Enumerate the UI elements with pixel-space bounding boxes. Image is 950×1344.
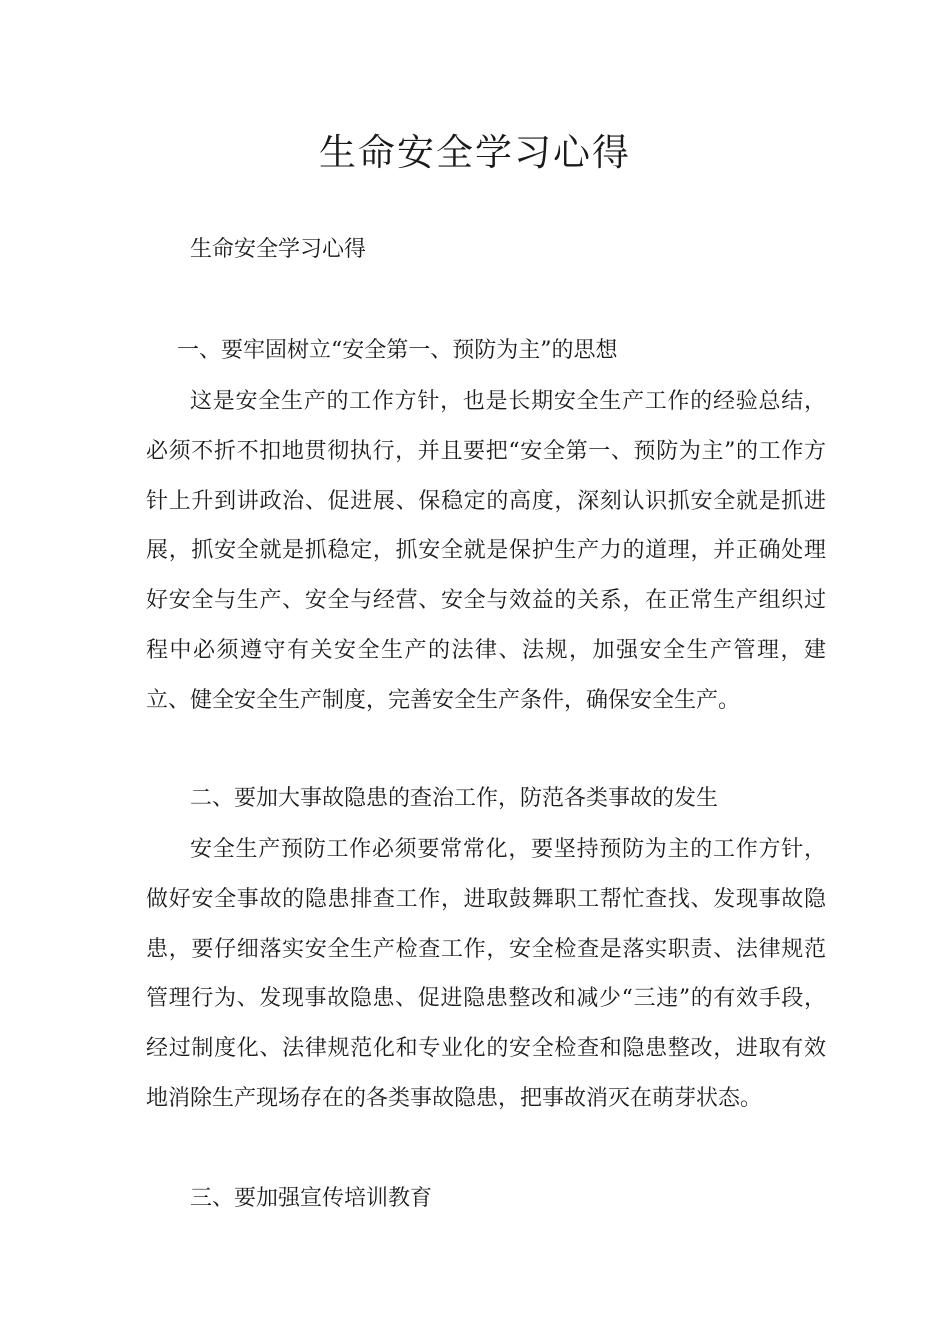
document-title: 生命安全学习心得: [319, 131, 631, 174]
section-heading-1: 一、要牢固树立“安全第一、预防为主”的思想: [177, 338, 618, 363]
document-subtitle: 生命安全学习心得: [190, 237, 367, 262]
section-body-1: 这是安全生产的工作方针，也是长期安全生产工作的经验总结，必须不折不扣地贯彻执行，并且要把“安全第一、预防为主”的工作方针上升到讲政治、促进展、保稳定的高度，深刻认识抓安全就是抓进展，抓安全就是抓稳定，抓安全就是保护生产力的道理，并正确处理好安全与生产、安全与经营、安全与效益的关系，在正常生产组织过程中必须遵守有关安全生产的法律、法规，加强安全生产管理，建立、健全安全生产制度，完善安全生产条件，确保安全生产。: [146, 389, 826, 713]
section-body-2: 安全生产预防工作必须要常常化，要坚持预防为主的工作方针，做好安全事故的隐患排查工作，进取鼓舞职工帮忙查找、发现事故隐患，要仔细落实安全生产检查工作，安全检查是落实职责、法律规范管理行为、发现事故隐患、促进隐患整改和减少“三违”的有效手段，经过制度化、法律规范化和专业化的安全检查和隐患整改，进取有效地消除生产现场存在的各类事故隐患，把事故消灭在萌芽状态。: [146, 837, 826, 1111]
section-heading-2: 二、要加大事故隐患的查治工作，防范各类事故的发生: [190, 786, 719, 811]
section-heading-3: 三、要加强宣传培训教育: [190, 1186, 433, 1211]
